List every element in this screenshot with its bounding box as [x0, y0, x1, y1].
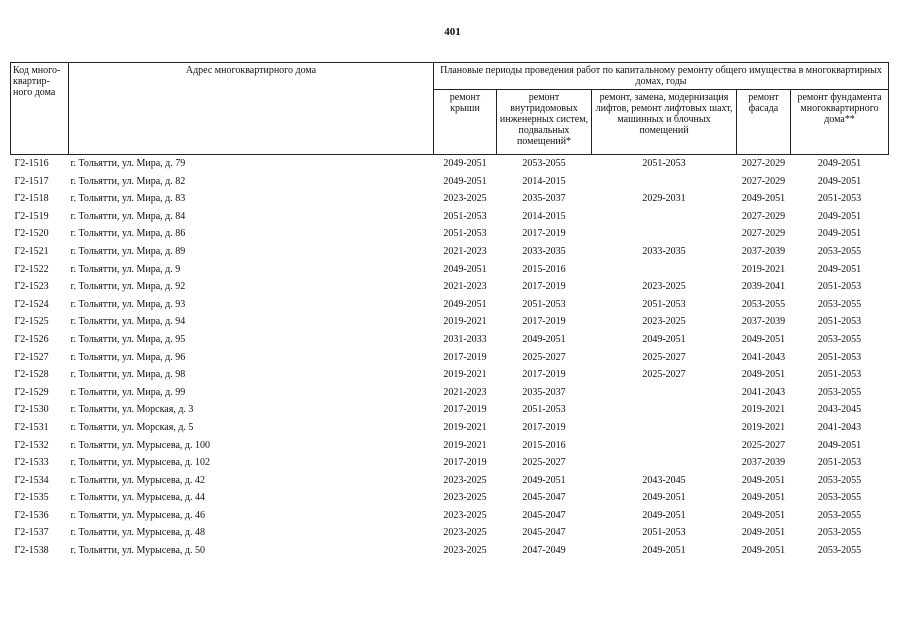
- cell-foundation: 2049-2051: [817, 210, 862, 222]
- table-row: [11, 313, 889, 331]
- table-row: [11, 472, 889, 490]
- cell-systems: 2017-2019: [522, 369, 566, 381]
- table-row: [11, 489, 889, 507]
- cell-roof: 2019-2021: [443, 439, 487, 451]
- cell-elevators: 2025-2027: [642, 369, 686, 381]
- cell-systems: 2045-2047: [522, 492, 566, 504]
- cell-elevators: [592, 454, 737, 472]
- cell-systems: 2035-2037: [522, 386, 566, 398]
- table-row: [11, 349, 889, 367]
- cell-address: г. Тольятти, ул. Мира, д. 79: [70, 158, 186, 169]
- cell-code: Г2-1524: [14, 298, 49, 310]
- table-row: [11, 225, 889, 243]
- cell-systems: 2014-2015: [522, 210, 566, 222]
- cell-address: г. Тольятти, ул. Мира, д. 95: [70, 333, 186, 345]
- header-elevators: ремонт, замена, модернизация лифтов, ремонт лифтовых шахт, машинных и блочных помещений: [592, 90, 737, 155]
- cell-code: Г2-1532: [14, 439, 49, 451]
- cell-systems: 2017-2019: [522, 316, 566, 328]
- table-row: [11, 261, 889, 279]
- cell-facade: 2041-2043: [741, 386, 786, 398]
- cell-roof: 2049-2051: [443, 263, 487, 275]
- cell-code: Г2-1536: [14, 509, 49, 521]
- cell-facade: 2037-2039: [741, 245, 786, 257]
- cell-address: г. Тольятти, ул. Мира, д. 82: [70, 175, 186, 187]
- table-row: [11, 419, 889, 437]
- cell-address: г. Тольятти, ул. Мира, д. 94: [70, 316, 186, 328]
- cell-roof: 2049-2051: [443, 158, 487, 169]
- cell-code: Г2-1528: [14, 369, 49, 381]
- cell-roof: 2051-2053: [443, 210, 487, 222]
- cell-systems: 2017-2019: [522, 421, 566, 433]
- cell-systems: 2017-2019: [522, 228, 566, 240]
- cell-systems: 2033-2035: [522, 245, 566, 257]
- cell-code: Г2-1534: [14, 474, 49, 486]
- cell-foundation: 2053-2055: [817, 245, 862, 257]
- cell-roof: 2049-2051: [443, 298, 487, 310]
- table-row: [11, 278, 889, 296]
- table-row: [11, 542, 889, 560]
- cell-code: Г2-1523: [14, 281, 49, 293]
- cell-address: г. Тольятти, ул. Мира, д. 86: [70, 228, 186, 240]
- cell-foundation: 2053-2055: [817, 386, 862, 398]
- cell-code: Г2-1521: [14, 245, 49, 257]
- cell-address: г. Тольятти, ул. Морская, д. 3: [70, 404, 194, 416]
- cell-elevators: 2049-2051: [642, 492, 686, 504]
- cell-code: Г2-1519: [14, 210, 49, 222]
- repair-plan-table: [10, 62, 889, 560]
- cell-roof: 2017-2019: [443, 351, 487, 363]
- cell-facade: 2025-2027: [741, 439, 786, 451]
- table-row: [11, 331, 889, 349]
- table-row: [11, 524, 889, 542]
- cell-address: г. Тольятти, ул. Мурысева, д. 102: [70, 457, 210, 469]
- cell-code: Г2-1526: [14, 333, 49, 345]
- header-roof: ремонт крыши: [434, 90, 497, 155]
- cell-systems: 2053-2055: [522, 158, 566, 169]
- cell-address: г. Тольятти, ул. Мурысева, д. 46: [70, 509, 205, 521]
- cell-code: Г2-1527: [14, 351, 49, 363]
- cell-address: г. Тольятти, ул. Мира, д. 93: [70, 298, 186, 310]
- cell-elevators: [592, 384, 737, 402]
- cell-address: г. Тольятти, ул. Мурысева, д. 100: [70, 439, 210, 451]
- cell-code: Г2-1522: [14, 263, 49, 275]
- table-row: [11, 437, 889, 455]
- cell-systems: 2014-2015: [522, 175, 566, 187]
- cell-roof: 2021-2023: [443, 245, 487, 257]
- cell-roof: 2023-2025: [443, 193, 487, 205]
- cell-elevators: 2051-2053: [642, 158, 686, 169]
- cell-systems: 2045-2047: [522, 527, 566, 539]
- cell-foundation: 2053-2055: [817, 492, 862, 504]
- cell-systems: 2015-2016: [522, 263, 566, 275]
- cell-foundation: 2051-2053: [817, 457, 862, 469]
- cell-address: г. Тольятти, ул. Мурысева, д. 42: [70, 474, 205, 486]
- cell-elevators: 2051-2053: [642, 527, 686, 539]
- cell-foundation: 2049-2051: [817, 439, 862, 451]
- header-address: Адрес многоквартирного дома: [69, 63, 434, 155]
- cell-facade: 2037-2039: [741, 316, 786, 328]
- table-header: [11, 63, 889, 155]
- cell-foundation: 2051-2053: [817, 369, 862, 381]
- cell-facade: 2019-2021: [741, 421, 786, 433]
- cell-elevators: [592, 261, 737, 279]
- cell-facade: 2019-2021: [741, 263, 786, 275]
- cell-foundation: 2053-2055: [817, 298, 862, 310]
- cell-code: Г2-1535: [14, 492, 49, 504]
- cell-elevators: 2049-2051: [642, 333, 686, 345]
- cell-foundation: 2053-2055: [817, 527, 862, 539]
- cell-facade: 2027-2029: [741, 175, 786, 187]
- header-facade: ремонт фасада: [737, 90, 791, 155]
- table-row: [11, 173, 889, 191]
- cell-address: г. Тольятти, ул. Мира, д. 89: [70, 245, 186, 257]
- cell-facade: 2027-2029: [741, 210, 786, 222]
- cell-roof: 2023-2025: [443, 545, 487, 557]
- table-row: [11, 208, 889, 226]
- cell-facade: 2049-2051: [741, 193, 786, 205]
- cell-elevators: 2033-2035: [642, 245, 686, 257]
- cell-address: г. Тольятти, ул. Мурысева, д. 48: [70, 527, 205, 539]
- cell-elevators: 2023-2025: [642, 281, 686, 293]
- table-row: [11, 401, 889, 419]
- cell-elevators: [592, 208, 737, 226]
- cell-facade: 2049-2051: [741, 509, 786, 521]
- table-row: [11, 190, 889, 208]
- cell-facade: 2053-2055: [741, 298, 786, 310]
- cell-code: Г2-1525: [14, 316, 49, 328]
- cell-systems: 2035-2037: [522, 193, 566, 205]
- cell-systems: 2047-2049: [522, 545, 566, 557]
- cell-elevators: [592, 401, 737, 419]
- cell-foundation: 2049-2051: [817, 175, 862, 187]
- cell-foundation: 2051-2053: [817, 193, 862, 205]
- cell-systems: 2017-2019: [522, 281, 566, 293]
- cell-roof: 2023-2025: [443, 509, 487, 521]
- cell-foundation: 2049-2051: [817, 228, 862, 240]
- cell-address: г. Тольятти, ул. Морская, д. 5: [70, 421, 194, 433]
- table-body: [11, 155, 889, 560]
- cell-code: Г2-1518: [14, 193, 49, 205]
- cell-systems: 2049-2051: [522, 333, 566, 345]
- table-row: [11, 296, 889, 314]
- cell-code: Г2-1531: [14, 421, 49, 433]
- cell-facade: 2041-2043: [741, 351, 786, 363]
- cell-foundation: 2053-2055: [817, 509, 862, 521]
- cell-address: г. Тольятти, ул. Мира, д. 83: [70, 193, 186, 205]
- table-row: [11, 155, 889, 173]
- cell-roof: 2019-2021: [443, 369, 487, 381]
- header-systems: ремонт внутридомовых инженерных систем, подвальных помещений*: [497, 90, 592, 155]
- cell-roof: 2017-2019: [443, 404, 487, 416]
- cell-foundation: 2051-2053: [817, 316, 862, 328]
- cell-elevators: [592, 173, 737, 191]
- cell-code: Г2-1520: [14, 228, 49, 240]
- cell-roof: 2023-2025: [443, 474, 487, 486]
- table-row: [11, 366, 889, 384]
- page-number: 401: [444, 26, 461, 38]
- cell-elevators: [592, 419, 737, 437]
- header-foundation: ремонт фундамента многоквартирного дома**: [791, 90, 889, 155]
- cell-facade: 2037-2039: [741, 457, 786, 469]
- cell-roof: 2019-2021: [443, 316, 487, 328]
- cell-foundation: 2051-2053: [817, 281, 862, 293]
- cell-foundation: 2053-2055: [817, 474, 862, 486]
- cell-foundation: 2053-2055: [817, 333, 862, 345]
- cell-code: Г2-1533: [14, 457, 49, 469]
- cell-facade: 2049-2051: [741, 545, 786, 557]
- cell-roof: 2019-2021: [443, 421, 487, 433]
- cell-facade: 2027-2029: [741, 228, 786, 240]
- table-row: [11, 243, 889, 261]
- cell-facade: 2027-2029: [741, 158, 786, 169]
- cell-systems: 2015-2016: [522, 439, 566, 451]
- table-row: [11, 384, 889, 402]
- table-row: [11, 454, 889, 472]
- cell-facade: 2049-2051: [741, 369, 786, 381]
- table-row: [11, 507, 889, 525]
- cell-address: г. Тольятти, ул. Мира, д. 9: [70, 263, 181, 275]
- cell-facade: 2049-2051: [741, 474, 786, 486]
- cell-roof: 2021-2023: [443, 281, 487, 293]
- cell-systems: 2049-2051: [522, 474, 566, 486]
- cell-foundation: 2053-2055: [817, 545, 862, 557]
- cell-code: Г2-1517: [14, 175, 49, 187]
- cell-elevators: [592, 225, 737, 243]
- cell-foundation: 2041-2043: [817, 421, 862, 433]
- cell-roof: 2051-2053: [443, 228, 487, 240]
- cell-code: Г2-1529: [14, 386, 49, 398]
- cell-elevators: 2051-2053: [642, 298, 686, 310]
- cell-roof: 2017-2019: [443, 457, 487, 469]
- cell-elevators: 2049-2051: [642, 545, 686, 557]
- cell-code: Г2-1538: [14, 545, 49, 557]
- cell-foundation: 2049-2051: [817, 263, 862, 275]
- cell-roof: 2049-2051: [443, 175, 487, 187]
- cell-elevators: 2029-2031: [642, 193, 686, 205]
- cell-address: г. Тольятти, ул. Мира, д. 96: [70, 351, 186, 363]
- cell-foundation: 2043-2045: [817, 404, 862, 416]
- cell-foundation: 2051-2053: [817, 351, 862, 363]
- cell-code: Г2-1530: [14, 404, 49, 416]
- cell-code: Г2-1516: [14, 158, 49, 169]
- cell-elevators: 2025-2027: [642, 351, 686, 363]
- cell-facade: 2019-2021: [741, 404, 786, 416]
- cell-code: Г2-1537: [14, 527, 49, 539]
- cell-elevators: 2043-2045: [642, 474, 686, 486]
- cell-systems: 2051-2053: [522, 404, 566, 416]
- cell-elevators: 2023-2025: [642, 316, 686, 328]
- cell-elevators: 2049-2051: [642, 509, 686, 521]
- cell-roof: 2031-2033: [443, 333, 487, 345]
- cell-systems: 2051-2053: [522, 298, 566, 310]
- cell-roof: 2021-2023: [443, 386, 487, 398]
- cell-address: г. Тольятти, ул. Мира, д. 98: [70, 369, 186, 381]
- cell-facade: 2039-2041: [741, 281, 786, 293]
- cell-roof: 2023-2025: [443, 492, 487, 504]
- cell-address: г. Тольятти, ул. Мира, д. 99: [70, 386, 186, 398]
- cell-address: г. Тольятти, ул. Мира, д. 84: [70, 210, 186, 222]
- cell-address: г. Тольятти, ул. Мира, д. 92: [70, 281, 186, 293]
- cell-facade: 2049-2051: [741, 527, 786, 539]
- cell-address: г. Тольятти, ул. Мурысева, д. 44: [70, 492, 205, 504]
- cell-systems: 2025-2027: [522, 457, 566, 469]
- cell-elevators: [592, 437, 737, 455]
- header-periods: Плановые периоды проведения работ по капитальному ремонту общего имущества в многоквартирных домах, годы: [434, 63, 889, 90]
- cell-systems: 2045-2047: [522, 509, 566, 521]
- cell-roof: 2023-2025: [443, 527, 487, 539]
- cell-facade: 2049-2051: [741, 333, 786, 345]
- cell-foundation: 2049-2051: [817, 158, 862, 169]
- cell-address: г. Тольятти, ул. Мурысева, д. 50: [70, 545, 205, 557]
- cell-facade: 2049-2051: [741, 492, 786, 504]
- header-code: Код много-квартир-ного дома: [11, 63, 69, 155]
- cell-systems: 2025-2027: [522, 351, 566, 363]
